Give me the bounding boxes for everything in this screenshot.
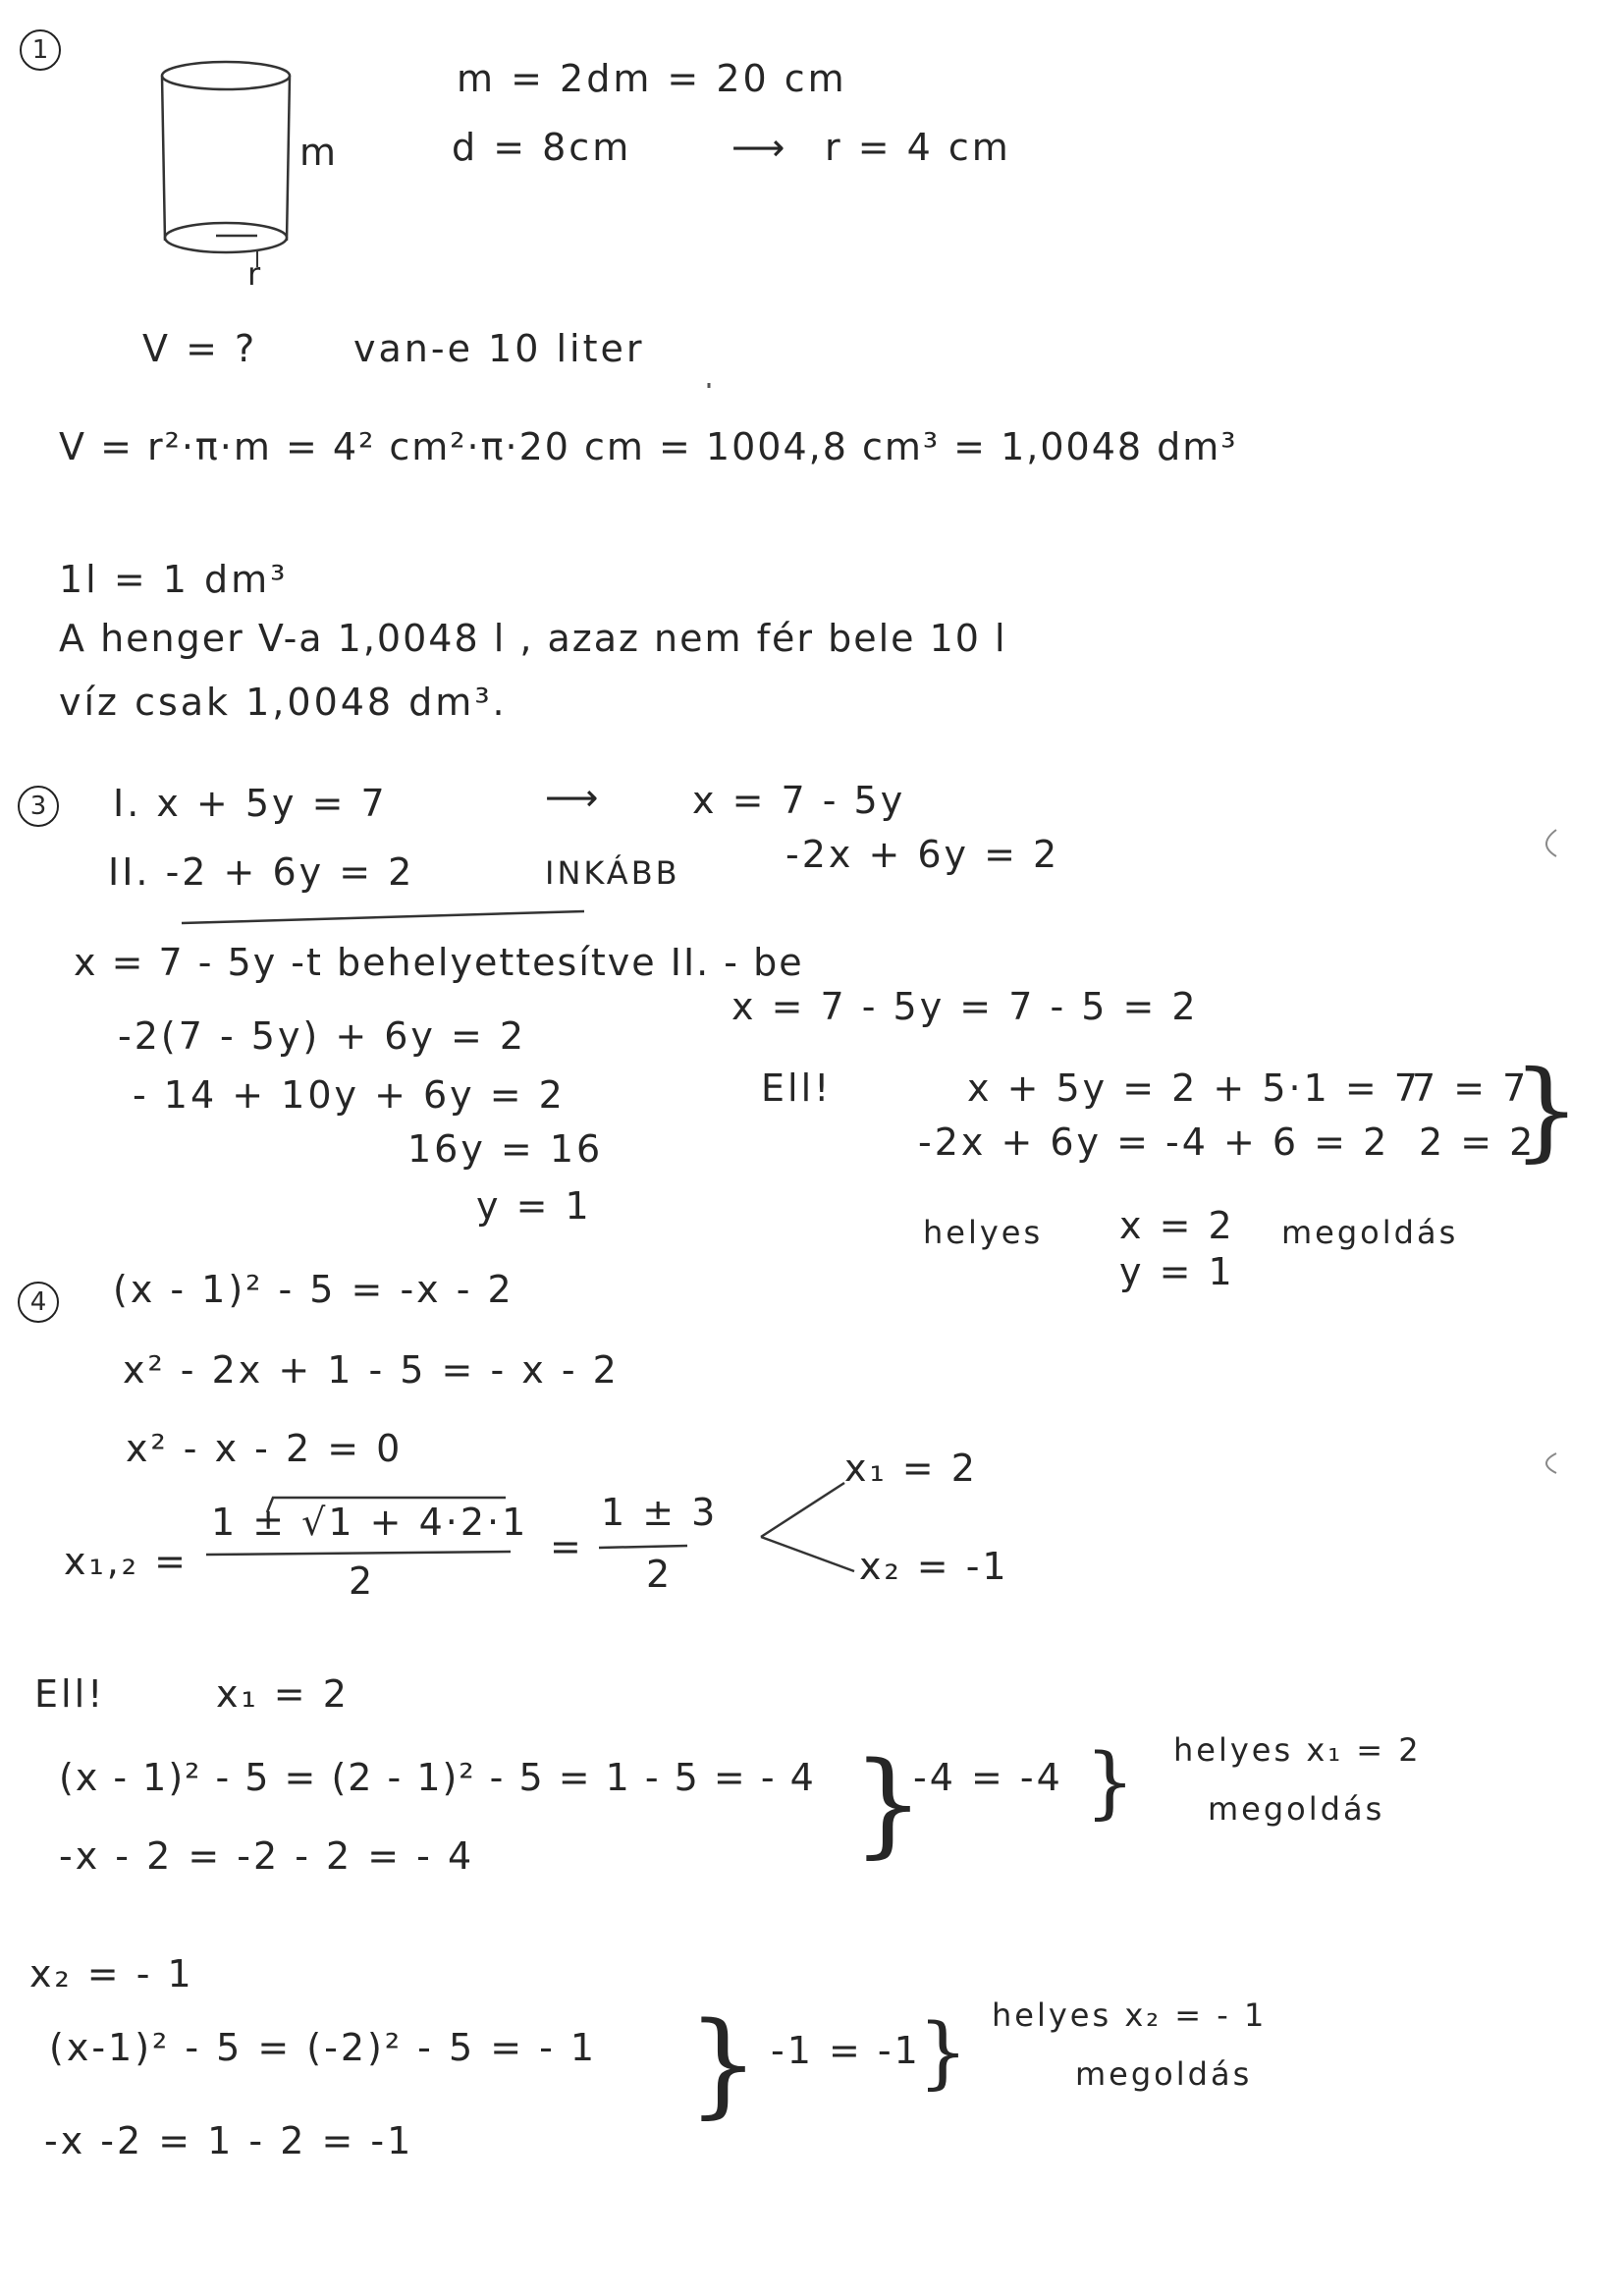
check-x1-line-1: (x - 1)² - 5 = (2 - 1)² - 5 = 1 - 5 = - 4: [59, 1756, 816, 1799]
check-x1-value: x₁ = 2: [216, 1672, 350, 1716]
diagram-label-height: m: [299, 131, 340, 174]
check-x1-brace: }: [852, 1738, 925, 1870]
given-height: m = 2dm = 20 cm: [457, 57, 847, 100]
equation-2-note: INKÁBB: [545, 854, 680, 892]
check-equation-1-result: 7 = 7: [1412, 1066, 1530, 1110]
conclusion-line-2: víz csak 1,0048 dm³.: [59, 681, 508, 724]
implies-arrow: ⟶: [731, 126, 788, 169]
root-formula-numerator: 1 ± √1 + 4·2·1: [211, 1501, 529, 1544]
root-2: x₂ = -1: [859, 1545, 1009, 1588]
question-volume: V = ?: [142, 327, 258, 370]
check-x2-brace: }: [687, 1998, 760, 2130]
check-equation-1: x + 5y = 2 + 5·1 = 7: [967, 1066, 1421, 1110]
check-equation-2-result: 2 = 2: [1419, 1121, 1537, 1164]
root-formula-label: x₁,₂ =: [64, 1540, 189, 1583]
root-formula-denominator: 2: [349, 1559, 376, 1603]
equation-1-solved: x = 7 - 5y: [692, 779, 906, 822]
check-x2-result: -1 = -1: [771, 2029, 921, 2072]
result-x: x = 2: [1119, 1204, 1235, 1247]
equation-1: I. x + 5y = 7: [113, 782, 388, 825]
check-x2-result-brace: }: [918, 2006, 968, 2098]
solve-step-2: - 14 + 10y + 6y = 2: [133, 1073, 566, 1117]
solve-step-1: -2(7 - 5y) + 6y = 2: [118, 1014, 527, 1058]
solve-step-3: 16y = 16: [407, 1127, 604, 1171]
check-x2-value: x₂ = - 1: [29, 1952, 194, 1995]
root-1: x₁ = 2: [844, 1447, 978, 1490]
given-radius: r = 4 cm: [825, 126, 1011, 169]
root-formula-equals: =: [550, 1525, 584, 1568]
check-x2-note-2: megoldás: [1075, 2055, 1253, 2093]
check-x2-note-1: helyes x₂ = - 1: [992, 1996, 1268, 2034]
equation-2: II. -2 + 6y = 2: [108, 850, 415, 894]
check-x1-result: -4 = -4: [913, 1756, 1063, 1799]
quadratic-line-3: x² - x - 2 = 0: [126, 1427, 404, 1470]
diagram-label-radius: r: [247, 255, 264, 293]
conclusion-line-1: A henger V-a 1,0048 l , azaz nem fér bele 10 l: [59, 617, 1007, 660]
volume-formula: V = r²·π·m = 4² cm²·π·20 cm = 1004,8 cm³ = 1,0048 dm³: [59, 425, 1238, 468]
x-value: x = 7 - 5y = 7 - 5 = 2: [731, 985, 1199, 1028]
check-label-3: Ell!: [761, 1066, 833, 1110]
check-x1-note-1: helyes x₁ = 2: [1173, 1731, 1422, 1769]
check-x1-line-2: -x - 2 = -2 - 2 = - 4: [59, 1834, 475, 1878]
check-x1-note-2: megoldás: [1208, 1790, 1385, 1828]
check-x2-line-2: -x -2 = 1 - 2 = -1: [44, 2119, 414, 2162]
result-label: megoldás: [1281, 1214, 1459, 1251]
section-number-3: 3: [18, 786, 59, 827]
check-x2-line-1: (x-1)² - 5 = (-2)² - 5 = - 1: [49, 2026, 598, 2069]
solve-step-4: y = 1: [476, 1184, 592, 1228]
section-number-1: 1: [20, 29, 61, 71]
equation-1-arrow: ⟶: [545, 776, 602, 819]
section-number-4: 4: [18, 1282, 59, 1323]
liter-definition: 1l = 1 dm³: [59, 558, 289, 601]
quadratic-line-1: (x - 1)² - 5 = -x - 2: [113, 1268, 514, 1311]
quadratic-line-2: x² - 2x + 1 - 5 = - x - 2: [123, 1348, 620, 1392]
equation-2-corrected: -2x + 6y = 2: [785, 833, 1060, 876]
substitution-line: x = 7 - 5y -t behelyettesítve II. - be: [74, 941, 804, 984]
root-formula-numerator-2: 1 ± 3: [601, 1491, 719, 1534]
check-equation-2: -2x + 6y = -4 + 6 = 2: [918, 1121, 1390, 1164]
result-word: helyes: [923, 1214, 1044, 1251]
check-x1-result-brace: }: [1085, 1736, 1135, 1828]
question-text: van-e 10 liter: [353, 327, 645, 370]
check-label-4: Ell!: [34, 1672, 106, 1716]
result-y: y = 1: [1119, 1250, 1235, 1293]
check-brace-3: }: [1512, 1047, 1581, 1173]
given-diameter: d = 8cm: [452, 126, 632, 169]
root-formula-denominator-2: 2: [646, 1553, 674, 1596]
